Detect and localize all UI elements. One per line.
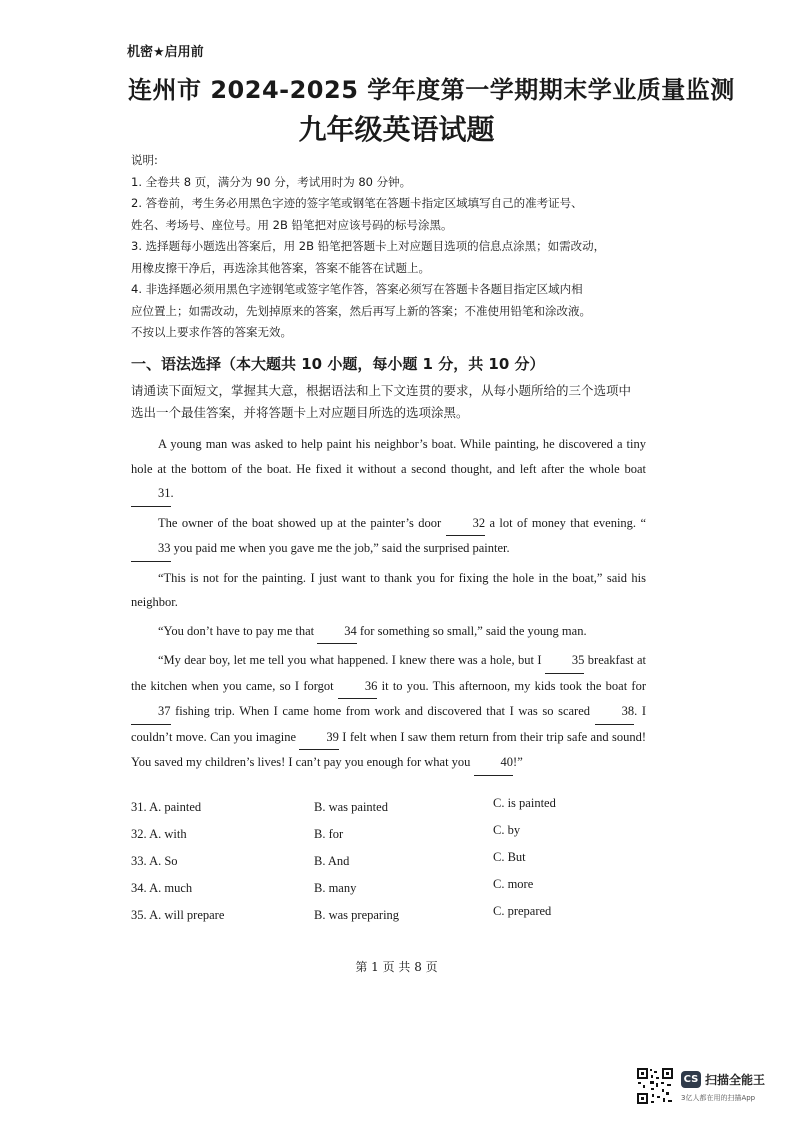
passage-text: breakfast at the kitchen when you came, so I forgot bbox=[131, 653, 646, 693]
passage-text: A young man was asked to help paint his neighbor’s boat. While painting, he discovered a tiny hole at the bottom of the boat. He fixed it without a second thought, and left after the whole boat bbox=[131, 437, 646, 476]
app-name: 扫描全能王 bbox=[705, 1073, 766, 1087]
option-b: B. was painted bbox=[314, 800, 388, 814]
option-a-text: A. painted bbox=[149, 800, 202, 814]
option-a-text: A. will prepare bbox=[149, 908, 225, 922]
option-row bbox=[131, 823, 651, 854]
answer-blank: 33 bbox=[131, 536, 171, 562]
passage-text: “This is not for the painting. I just want to thank you for fixing the hole in the boat,” said his neighbor. bbox=[131, 570, 646, 609]
option-b: B. was preparing bbox=[314, 908, 400, 922]
answer-options bbox=[131, 796, 651, 935]
answer-blank: 39 bbox=[299, 725, 339, 751]
passage-text: fishing trip. When I came home from work and discovered that I was so scared bbox=[170, 704, 595, 718]
option-a bbox=[131, 908, 224, 923]
passage-text: . bbox=[170, 486, 174, 500]
exam-subtitle: 九年级英语试题 bbox=[298, 113, 495, 146]
option-c: C. prepared bbox=[493, 904, 552, 918]
option-row bbox=[131, 904, 651, 935]
passage-paragraph bbox=[131, 432, 646, 507]
option-b: B. many bbox=[314, 881, 357, 895]
option-b: B. for bbox=[314, 827, 344, 841]
passage-paragraph bbox=[131, 566, 646, 615]
option-c: C. is painted bbox=[493, 796, 556, 810]
page-number: 第 1 页 共 8 页 bbox=[355, 960, 438, 974]
question-number: 34. bbox=[131, 881, 147, 895]
app-tagline: 3亿人都在用的扫描App bbox=[681, 1094, 756, 1102]
option-a-text: A. with bbox=[149, 827, 187, 841]
instruction-line: 用橡皮擦干净后，再选涂其他答案，答案不能答在试题上。 bbox=[131, 260, 430, 275]
passage-text: “My dear boy, let me tell you what happened. I knew there was a hole, but I bbox=[158, 653, 545, 667]
instruction-line: 3. 选择题每小题选出答案后，用 2B 铅笔把答题卡上对应题目选项的信息点涂黑；如需改动， bbox=[131, 239, 606, 253]
passage-text: I felt when I saw them return from their trip safe and sound! You saved my children’s lives! I can’t pay you enough for what you bbox=[131, 729, 646, 769]
passage-paragraph bbox=[131, 511, 646, 562]
option-c: C. But bbox=[493, 850, 526, 864]
option-a-text: A. So bbox=[149, 854, 178, 868]
instruction-line: 1. 全卷共 8 页，满分为 90 分，考试用时为 80 分钟。 bbox=[131, 174, 412, 189]
option-c: C. by bbox=[493, 823, 521, 837]
confidential-label: 机密★启用前 bbox=[127, 45, 204, 60]
answer-blank: 34 bbox=[317, 619, 357, 645]
qr-code-icon bbox=[636, 1067, 674, 1105]
option-a bbox=[131, 854, 178, 869]
passage-paragraph bbox=[131, 619, 646, 645]
instruction-line: 应位置上；如需改动，先划掉原来的答案，然后再写上新的答案；不准使用铅笔和涂改液。 bbox=[131, 303, 591, 318]
passage-text: a lot of money that evening. “ bbox=[485, 515, 646, 530]
reading-passage bbox=[131, 432, 646, 780]
exam-title: 连州市 2024-2025 学年度第一学期期末学业质量监测 bbox=[128, 76, 735, 104]
option-b: B. And bbox=[314, 854, 350, 868]
camscanner-logo: CS bbox=[681, 1071, 701, 1088]
instruction-line: 2. 答卷前，考生务必用黑色字迹的签字笔或钢笔在答题卡指定区域填写自己的准考证号、 bbox=[131, 196, 583, 210]
passage-text: you paid me when you gave me the job,” said the surprised painter. bbox=[170, 541, 510, 555]
option-a-text: A. much bbox=[149, 881, 193, 895]
option-a bbox=[131, 881, 192, 896]
passage-text: for something so small,” said the young man. bbox=[356, 623, 587, 638]
option-row bbox=[131, 850, 651, 881]
question-number: 35. bbox=[131, 908, 147, 922]
instruction-line: 不按以上要求作答的答案无效。 bbox=[131, 325, 292, 339]
instruction-line: 姓名、考场号、座位号。用 2B 铅笔把对应该号码的标号涂黑。 bbox=[131, 217, 453, 232]
passage-text: “You don’t have to pay me that bbox=[158, 623, 318, 638]
section-direction bbox=[131, 380, 651, 424]
answer-blank: 38 bbox=[595, 699, 635, 725]
direction-line: 请通读下面短文，掌握其大意，根据语法和上下文连贯的要求，从每小题所给的三个选项中 bbox=[131, 383, 632, 398]
answer-blank: 37 bbox=[131, 699, 171, 725]
answer-blank: 35 bbox=[545, 648, 585, 674]
passage-text: it to you. This afternoon, my kids took the boat for bbox=[377, 678, 646, 693]
answer-blank: 40 bbox=[474, 750, 514, 776]
passage-text: The owner of the boat showed up at the painter’s door bbox=[158, 515, 446, 530]
section-title: 一、语法选择（本大题共 10 小题，每小题 1 分，共 10 分） bbox=[131, 355, 545, 373]
question-number: 32. bbox=[131, 827, 147, 841]
option-c: C. more bbox=[493, 877, 534, 891]
scanner-watermark bbox=[636, 1067, 786, 1109]
instructions bbox=[131, 150, 651, 344]
option-row bbox=[131, 877, 651, 908]
instructions-heading: 说明: bbox=[131, 153, 158, 167]
option-a bbox=[131, 827, 187, 842]
answer-blank: 31 bbox=[131, 481, 171, 507]
passage-text: !” bbox=[513, 755, 523, 769]
instruction-line: 4. 非选择题必须用黑色字迹钢笔或签字笔作答，答案必须写在答题卡各题目指定区域内相 bbox=[131, 282, 583, 296]
answer-blank: 36 bbox=[338, 674, 378, 700]
passage-text: . I couldn’t move. Can you imagine bbox=[131, 704, 646, 744]
option-row bbox=[131, 796, 651, 827]
option-a bbox=[131, 800, 201, 815]
direction-line: 选出一个最佳答案，并将答题卡上对应题目所选的选项涂黑。 bbox=[131, 405, 469, 420]
question-number: 31. bbox=[131, 800, 147, 814]
passage-paragraph bbox=[131, 648, 646, 776]
answer-blank: 32 bbox=[446, 511, 486, 537]
question-number: 33. bbox=[131, 854, 147, 868]
